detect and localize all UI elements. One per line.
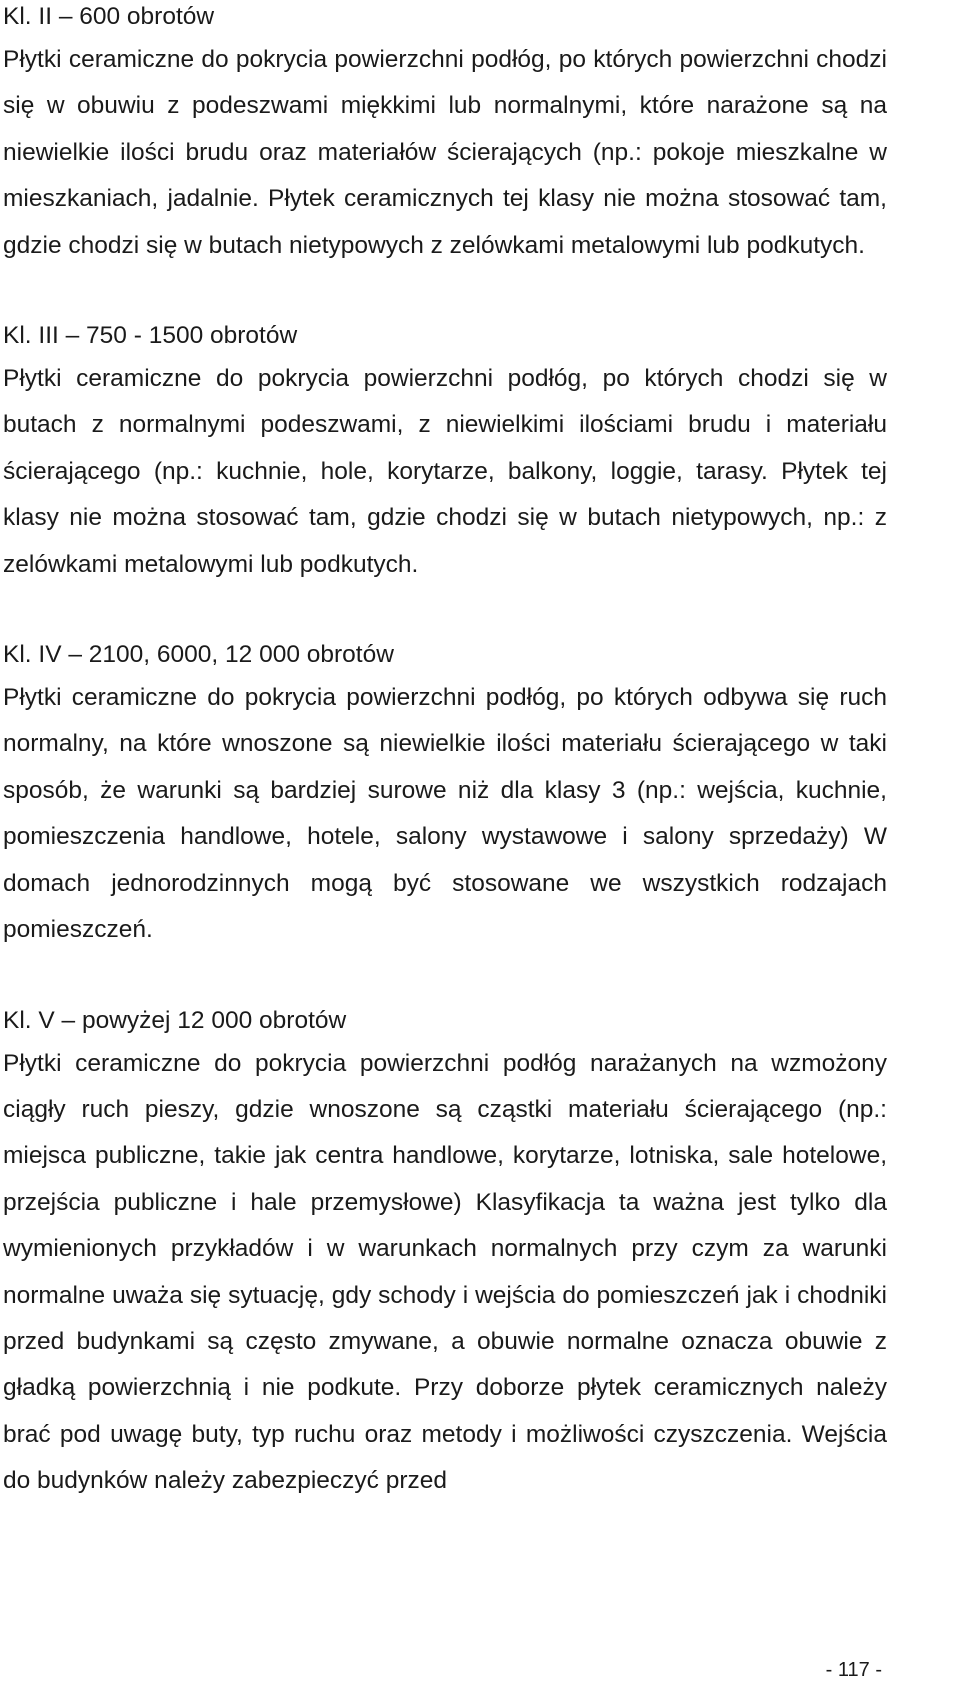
- section-heading: Kl. IV – 2100, 6000, 12 000 obrotów: [3, 641, 394, 669]
- section-body: Płytki ceramiczne do pokrycia powierzchni podłóg, po których powierzchni chodzi się w obuwiu z podeszwami miękkimi lub normalnymi, które narażone są na niewielkie ilości brudu oraz materiałów ścierających (np.: pokoje mieszkalne w mieszkaniach, jadalnie. Płytek ceramicznych tej klasy nie można stosować tam, gdzie chodzi się w butach nietypowych z zelówkami metalowymi lub podkutych.: [3, 46, 887, 259]
- page-number: - 117 -: [825, 1659, 882, 1681]
- document-content: [3, 0, 887, 1505]
- section-body: Płytki ceramiczne do pokrycia powierzchni podłóg, po których odbywa się ruch normalny, na które wnoszone są niewielkie ilości materiału ścierającego w taki sposób, że warunki są bardziej surowe niż dla klasy 3 (np.: wejścia, kuchnie, pomieszczenia handlowe, hotele, salony wystawowe i salony sprzedaży) W domach jednorodzinnych mogą być stosowane we wszystkich rodzajach pomieszczeń.: [3, 684, 887, 944]
- section-class-iii: [3, 316, 887, 588]
- section-body: Płytki ceramiczne do pokrycia powierzchni podłóg narażanych na wzmożony ciągły ruch pieszy, gdzie wnoszone są cząstki materiału ścierającego (np.: miejsca publiczne, takie jak centra handlowe, korytarze, lotniska, sale hotelowe, przejścia publiczne i hale przemysłowe) Klasyfikacja ta ważna jest tylko dla wymienionych przykładów i w warunkach normalnych przy czym za warunki normalne uważa się sytuację, gdy schody i wejścia do pomieszczeń jak i chodniki przed budynkami są często zmywane, a obuwie normalne oznacza obuwie z gładką powierzchnią i nie podkute. Przy doborze płytek ceramicznych należy brać pod uwagę buty, typ ruchu oraz metody i możliwości czyszczenia. Wejścia do budynków należy zabezpieczyć przed: [3, 1049, 887, 1495]
- section-class-ii: [3, 0, 887, 269]
- section-heading: Kl. V – powyżej 12 000 obrotów: [3, 1006, 347, 1034]
- section-body: Płytki ceramiczne do pokrycia powierzchni podłóg, po których chodzi się w butach z normalnymi podeszwami, z niewielkimi ilościami brudu i materiału ścierającego (np.: kuchnie, hole, korytarze, balkony, loggie, tarasy. Płytek tej klasy nie można stosować tam, gdzie chodzi się w butach nietypowych, np.: z zelówkami metalowymi lub podkutych.: [3, 365, 887, 578]
- section-class-v: [3, 1001, 887, 1505]
- section-heading: Kl. III – 750 - 1500 obrotów: [3, 322, 298, 350]
- paragraph-gap: [3, 588, 887, 635]
- section-class-iv: [3, 635, 887, 953]
- paragraph-gap: [3, 954, 887, 1001]
- section-heading: Kl. II – 600 obrotów: [3, 3, 215, 30]
- paragraph-gap: [3, 269, 887, 316]
